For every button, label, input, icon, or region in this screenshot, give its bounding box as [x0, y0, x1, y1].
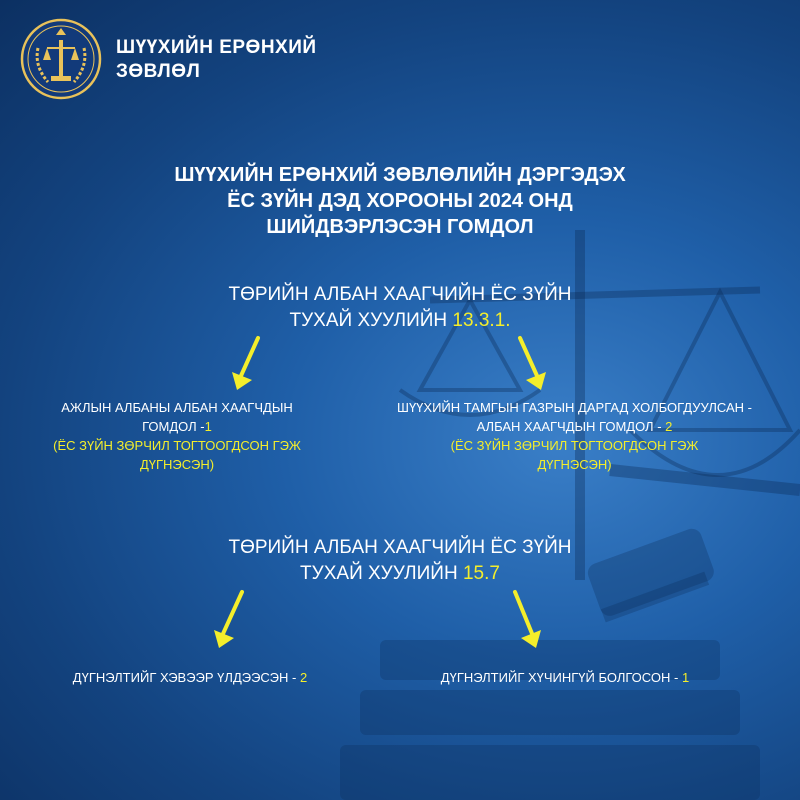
- arrow-down-right-icon: [507, 588, 547, 652]
- conclusion-upheld-item: [30, 668, 350, 687]
- org-name-line2: ЗӨВЛӨЛ: [116, 61, 201, 82]
- complaint-director-count: 2: [665, 419, 673, 434]
- complaint-director-line2: АЛБАН ХААГЧДЫН ГОМДОЛ -: [476, 419, 662, 434]
- section2-line1: ТӨРИЙН АЛБАН ХААГЧИЙН ЁС ЗҮЙН: [228, 537, 572, 558]
- complaint-staff-line2: ГОМДОЛ -: [142, 419, 205, 434]
- complaint-staff-item: [22, 398, 332, 474]
- org-name-line1: ШҮҮХИЙН ЕРӨНХИЙ: [116, 37, 317, 58]
- complaint-director-line1: ШҮҮХИЙН ТАМГЫН ГАЗРЫН ДАРГАД ХОЛБОГДУУЛСАН -: [397, 400, 752, 415]
- conclusion-upheld-label: ДҮГНЭЛТИЙГ ХЭВЭЭР ҮЛДЭЭСЭН -: [72, 670, 297, 685]
- organization-name: [116, 36, 336, 84]
- title-line2: ЁС ЗҮЙН ДЭД ХОРООНЫ 2024 ОНД: [227, 190, 573, 212]
- complaint-director-note2: ДҮГНЭСЭН): [537, 457, 612, 472]
- emblem-logo: [20, 18, 102, 100]
- arrow-down-left-icon: [228, 334, 268, 394]
- section1-article: 13.3.1.: [452, 310, 511, 331]
- complaint-director-item: [362, 398, 787, 474]
- title-line1: ШҮҮХИЙН ЕРӨНХИЙ ЗӨВЛӨЛИЙН ДЭРГЭДЭХ: [174, 164, 626, 186]
- section2-line2: ТУХАЙ ХУУЛИЙН: [300, 563, 458, 584]
- section1-line1: ТӨРИЙН АЛБАН ХААГЧИЙН ЁС ЗҮЙН: [228, 284, 572, 305]
- emblem-icon: [20, 18, 102, 100]
- section1-line2: ТУХАЙ ХУУЛИЙН: [289, 310, 448, 331]
- arrow-down-left-icon: [210, 588, 250, 652]
- conclusion-annulled-count: 1: [681, 670, 690, 685]
- complaint-staff-line1: АЖЛЫН АЛБАНЫ АЛБАН ХААГЧДЫН: [61, 400, 293, 415]
- page-title: [100, 162, 700, 240]
- section2-article: 15.7: [462, 563, 500, 584]
- conclusion-annulled-item: [410, 668, 720, 687]
- section2-heading: [100, 535, 700, 587]
- title-line3: ШИЙДВЭРЛЭСЭН ГОМДОЛ: [266, 216, 534, 238]
- complaint-staff-note1: (ЁС ЗҮЙН ЗӨРЧИЛ ТОГТООГДСОН ГЭЖ: [53, 438, 301, 453]
- complaint-staff-count: 1: [204, 419, 212, 434]
- conclusion-annulled-label: ДҮГНЭЛТИЙГ ХҮЧИНГҮЙ БОЛГОСОН -: [440, 670, 679, 685]
- complaint-staff-note2: ДҮГНЭСЭН): [139, 457, 215, 472]
- conclusion-upheld-count: 2: [299, 670, 308, 685]
- arrow-down-right-icon: [512, 334, 552, 394]
- section1-heading: [100, 282, 700, 334]
- complaint-director-note1: (ЁС ЗҮЙН ЗӨРЧИЛ ТОГТООГДСОН ГЭЖ: [450, 438, 699, 453]
